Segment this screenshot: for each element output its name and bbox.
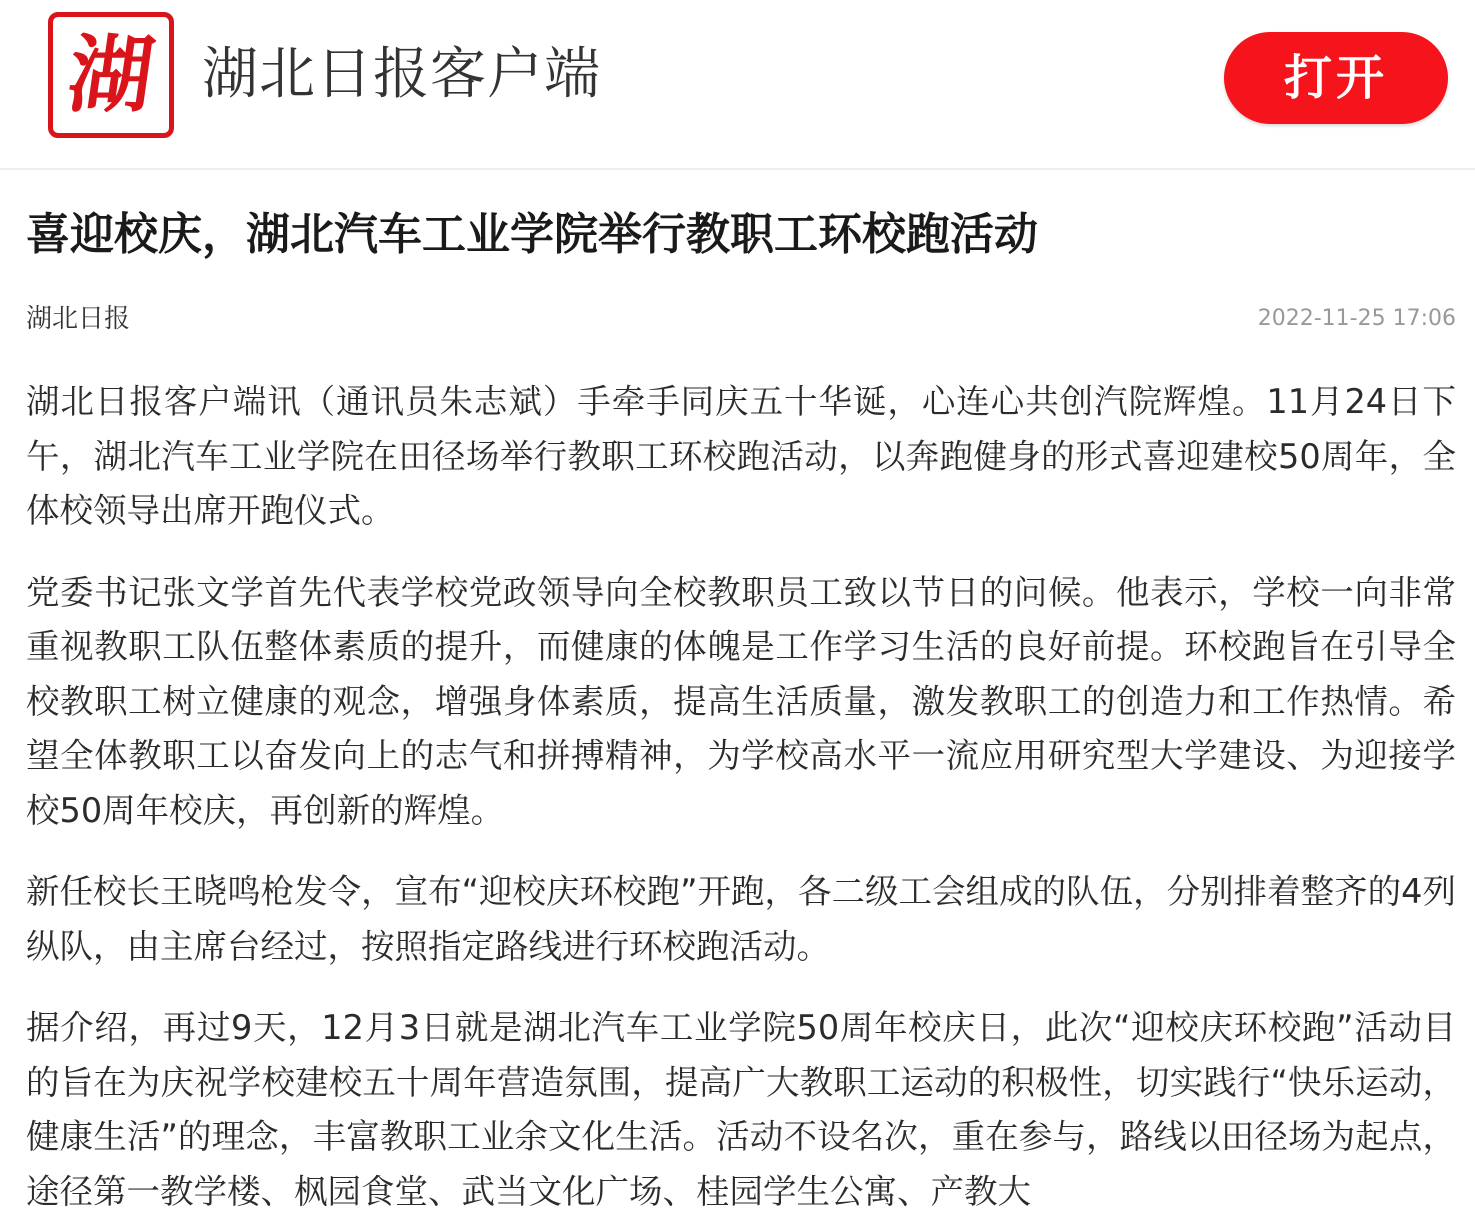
article-timestamp: 2022-11-25 17:06 (1257, 306, 1456, 331)
app-download-banner (0, 0, 1475, 170)
article-paragraph: 据介绍，再过9天，12月3日就是湖北汽车工业学院50周年校庆日，此次“迎校庆环校跑”活动目的旨在为庆祝学校建校五十周年营造氛围，提高广大教职工运动的积极性，切实践行“快乐运动，健康生活”的理念，丰富教职工业余文化生活。活动不设名次，重在参与，路线以田径场为起点，途径第一教学楼、枫园食堂、武当文化广场、桂园学生公寓、产教大 (26, 1008, 1456, 1211)
app-name: 湖北日报客户端 (202, 42, 601, 107)
article-title: 喜迎校庆，湖北汽车工业学院举行教职工环校跑活动 (26, 209, 1038, 260)
article-source[interactable]: 湖北日报 (26, 304, 131, 334)
article-paragraph: 党委书记张文学首先代表学校党政领导向全校教职员工致以节日的问候。他表示，学校一向非常重视教职工队伍整体素质的提升，而健康的体魄是工作学习生活的良好前提。环校跑旨在引导全校教职工树立健康的观念，增强身体素质，提高生活质量，激发教职工的创造力和工作热情。希望全体教职工以奋发向上的志气和拼搏精神，为学校高水平一流应用研究型大学建设、为迎接学校50周年校庆，再创新的辉煌。 (26, 572, 1456, 830)
article-paragraph: 新任校长王晓鸣枪发令，宣布“迎校庆环校跑”开跑，各二级工会组成的队伍，分别排着整齐的4列纵队，由主席台经过，按照指定路线进行环校跑活动。 (26, 872, 1456, 966)
app-logo[interactable] (48, 12, 174, 138)
article-paragraph: 湖北日报客户端讯（通讯员朱志斌）手牵手同庆五十华诞，心连心共创汽院辉煌。11月24日下午，湖北汽车工业学院在田径场举行教职工环校跑活动，以奔跑健身的形式喜迎建校50周年，全体校领导出席开跑仪式。 (26, 382, 1456, 530)
article-meta (26, 299, 1456, 339)
article (26, 196, 1456, 1219)
logo-glyph: 湖 (52, 23, 171, 127)
open-app-button[interactable]: 打开 (1224, 32, 1448, 124)
